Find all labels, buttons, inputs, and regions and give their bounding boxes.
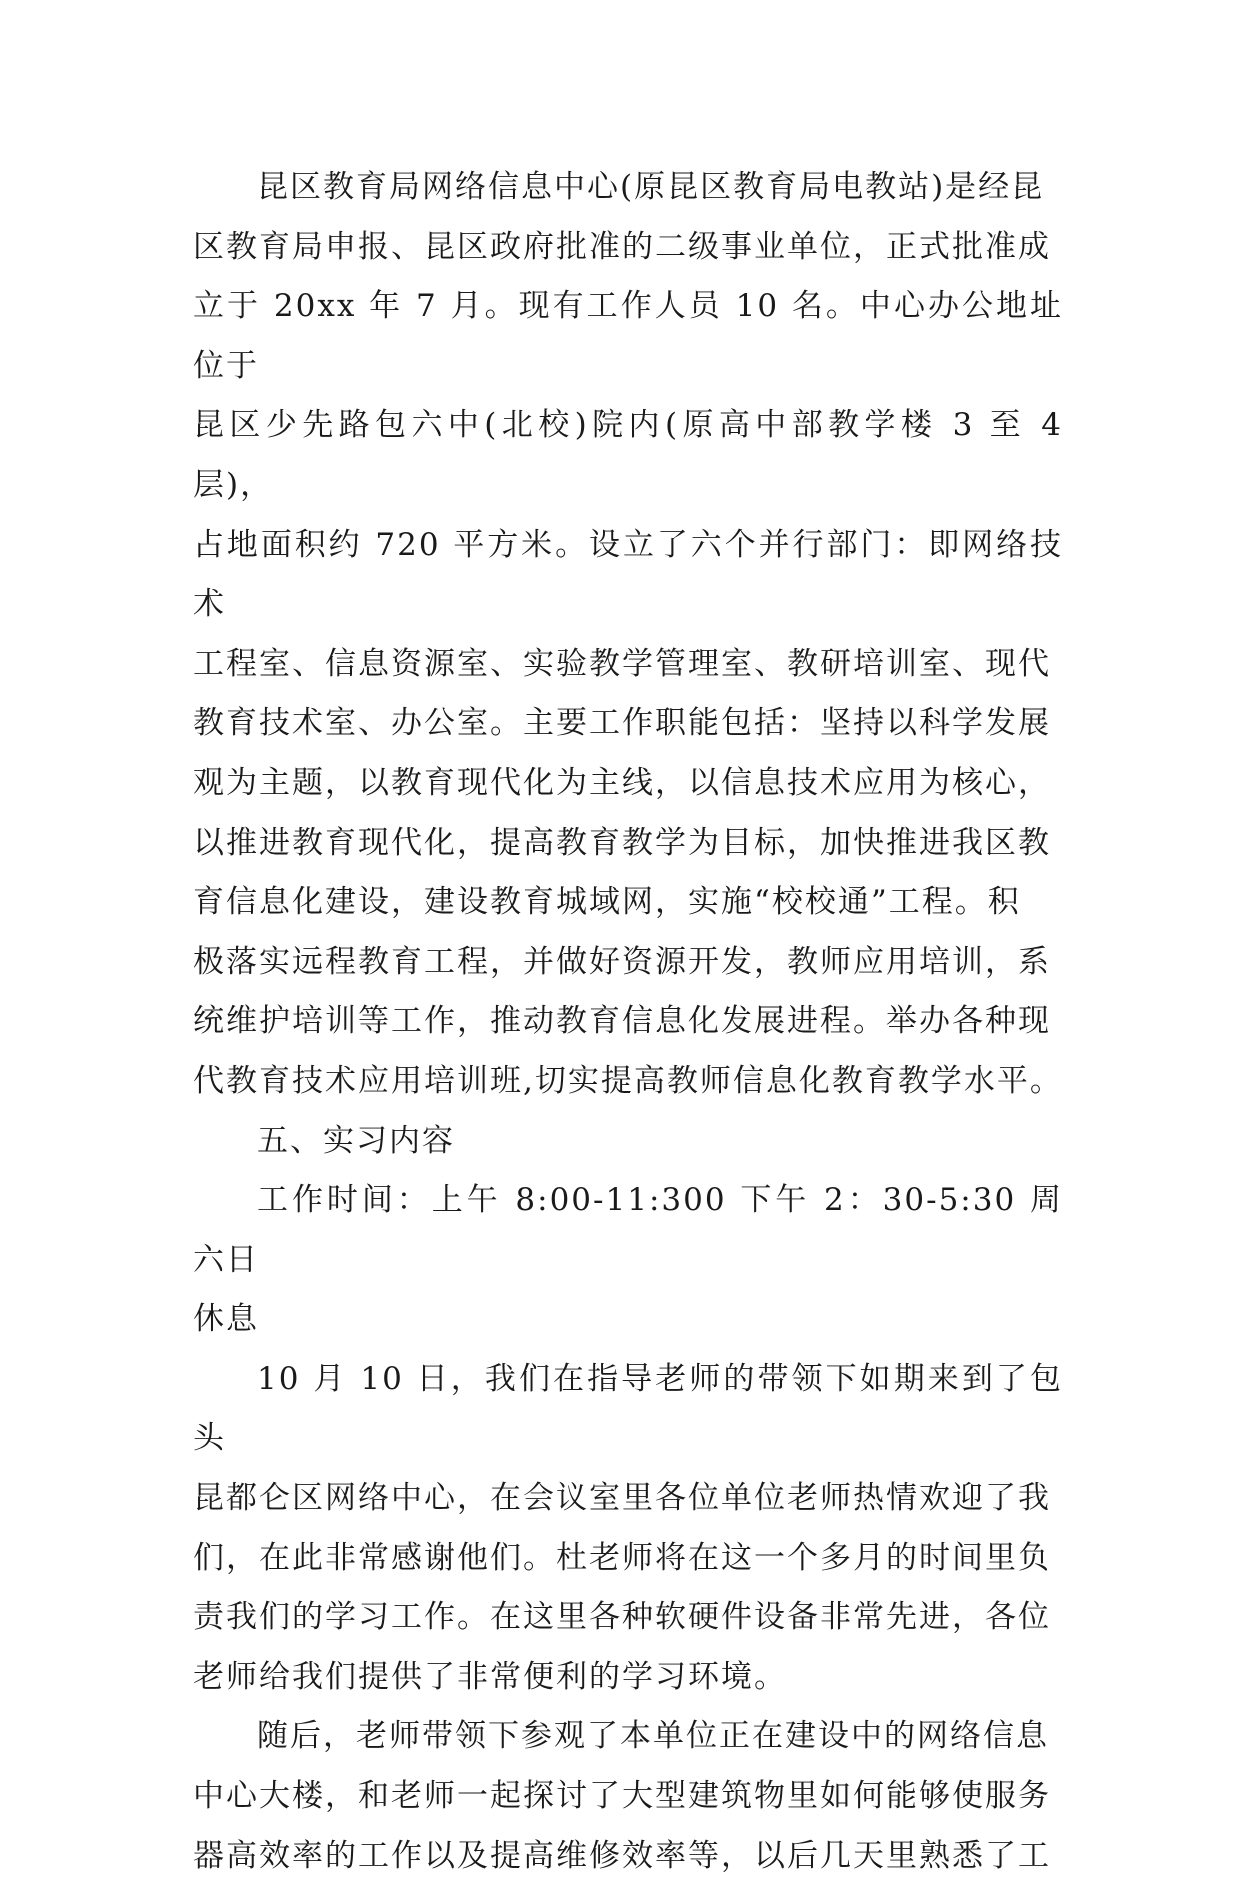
oct10-paragraph: 10 月 10 日，我们在指导老师的带领下如期来到了包头 昆都仑区网络中心，在会议室里各位单位老师热情欢迎了我 们，在此非常感谢他们。杜老师将在这一个多月的时间里负 责我们的学习工作。在这里各种软硬件设备非常先进，各位 老师给我们提供了非常便利的学习环境。 — [193, 1360, 1063, 1695]
work-time-paragraph: 工作时间：上午 8:00-11:300 下午 2：30-5:30 周六日 休息 — [193, 1182, 1063, 1338]
visit-paragraph: 随后，老师带领下参观了本单位正在建设中的网络信息 中心大楼，和老师一起探讨了大型建筑物里如何能够使服务 器高效率的工作以及提高维修效率等，以后几天里熟悉了工 — [193, 1718, 1051, 1874]
intro-paragraph: 昆区教育局网络信息中心(原昆区教育局电教站)是经昆 区教育局申报、昆区政府批准的二级事业单位，正式批准成 立于 20xx 年 7 月。现有工作人员 10 名。中心办公地址位于 昆区少先路包六中(北校)院内(原高中部教学楼 3 至 4 层)， 占地面积约 720 平方米。设立了六个并行部门：即网络技术 工程室、信息资源室、实验教学管理室、教研培训室、现代 教育技术室、办公室。主要工作职能包括：坚持以科学发展 观为主题，以教育现代化为主线，以信息技术应用为核心， 以推进教育现代化，提高教育教学为目标，加快推进我区教 育信息化建设，建设教育城域网，实施“校校通”工程。积 极落实远程教育工程，并做好资源开发，教师应用培训，系 统维护培训等工作，推动教育信息化发展进程。举办各种现 代教育技术应用培训班,切实提高教师信息化教育教学水平。 — [193, 169, 1063, 1099]
section-heading: 五、实习内容 — [257, 1122, 455, 1159]
document-body — [193, 158, 1063, 1886]
